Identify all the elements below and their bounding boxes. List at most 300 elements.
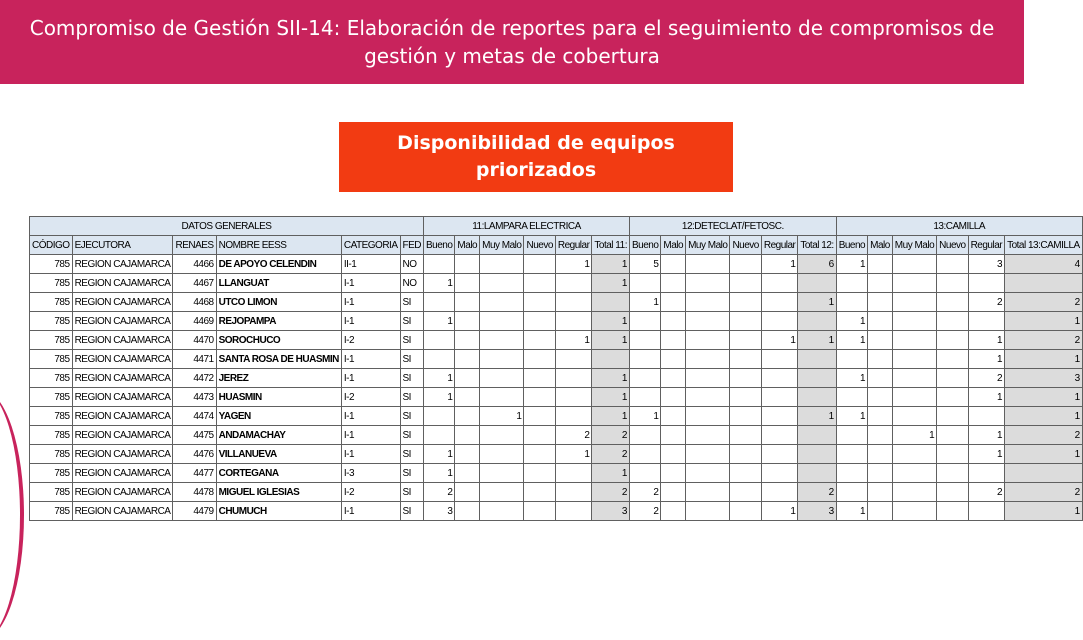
table-cell: 4474 bbox=[173, 407, 216, 426]
table-cell: 1 bbox=[629, 407, 660, 426]
table-cell bbox=[836, 426, 867, 445]
table-cell bbox=[836, 388, 867, 407]
table-cell: 785 bbox=[30, 293, 73, 312]
table-cell bbox=[455, 426, 480, 445]
table-cell: 1 bbox=[968, 445, 1005, 464]
table-cell: 785 bbox=[30, 331, 73, 350]
table-cell bbox=[555, 483, 592, 502]
table-cell bbox=[836, 445, 867, 464]
table-cell bbox=[686, 255, 730, 274]
table-cell: 2 bbox=[424, 483, 455, 502]
table-cell: 785 bbox=[30, 426, 73, 445]
table-cell bbox=[629, 350, 660, 369]
table-cell: VILLANUEVA bbox=[216, 445, 341, 464]
table-cell bbox=[892, 350, 936, 369]
table-cell: REGION CAJAMARCA bbox=[72, 388, 173, 407]
table-cell: 2 bbox=[798, 483, 836, 502]
table-cell bbox=[661, 369, 686, 388]
column-header: Muy Malo bbox=[480, 236, 524, 255]
table-cell bbox=[868, 483, 893, 502]
table-cell bbox=[892, 293, 936, 312]
table-cell bbox=[686, 369, 730, 388]
table-cell: 2 bbox=[629, 483, 660, 502]
table-cell bbox=[480, 426, 524, 445]
table-cell bbox=[480, 445, 524, 464]
table-cell bbox=[424, 350, 455, 369]
table-cell: 785 bbox=[30, 407, 73, 426]
table-cell bbox=[686, 445, 730, 464]
table-cell: LLANGUAT bbox=[216, 274, 341, 293]
table-cell bbox=[730, 331, 761, 350]
table-cell: NO bbox=[400, 274, 424, 293]
table-cell bbox=[868, 312, 893, 331]
table-cell bbox=[937, 426, 968, 445]
table-cell: I-1 bbox=[341, 312, 400, 331]
table-cell: 1 bbox=[968, 350, 1005, 369]
slide-header bbox=[0, 0, 1024, 84]
column-header: FED bbox=[400, 236, 424, 255]
table-cell bbox=[937, 464, 968, 483]
table-cell bbox=[686, 502, 730, 521]
table-cell: NO bbox=[400, 255, 424, 274]
table-cell bbox=[661, 445, 686, 464]
table-cell bbox=[892, 255, 936, 274]
table-cell bbox=[480, 464, 524, 483]
table-cell bbox=[937, 445, 968, 464]
subtitle-text: Disponibilidad de equipos priorizados bbox=[397, 132, 675, 181]
column-header: Bueno bbox=[836, 236, 867, 255]
table-cell bbox=[686, 464, 730, 483]
table-cell: 4471 bbox=[173, 350, 216, 369]
table-cell: 1 bbox=[836, 502, 867, 521]
table-cell bbox=[661, 388, 686, 407]
table-cell: 1 bbox=[836, 407, 867, 426]
table-cell: 1 bbox=[592, 464, 630, 483]
group-header: DATOS GENERALES bbox=[30, 217, 424, 236]
table-cell: 1 bbox=[480, 407, 524, 426]
table-cell: 785 bbox=[30, 274, 73, 293]
table-cell bbox=[868, 350, 893, 369]
table-cell bbox=[937, 502, 968, 521]
table-cell: I-1 bbox=[341, 445, 400, 464]
table-cell bbox=[629, 464, 660, 483]
table-cell: 4477 bbox=[173, 464, 216, 483]
table-cell bbox=[937, 407, 968, 426]
table-cell bbox=[524, 483, 555, 502]
table-cell bbox=[480, 483, 524, 502]
table-cell: 2 bbox=[629, 502, 660, 521]
table-cell: 785 bbox=[30, 445, 73, 464]
table-cell: 1 bbox=[836, 312, 867, 331]
table-cell: 2 bbox=[1005, 426, 1083, 445]
table-cell bbox=[555, 369, 592, 388]
table-cell: 1 bbox=[424, 312, 455, 331]
table-cell bbox=[937, 350, 968, 369]
table-cell: 2 bbox=[592, 483, 630, 502]
table-cell bbox=[524, 464, 555, 483]
table-cell bbox=[524, 255, 555, 274]
table-cell bbox=[524, 407, 555, 426]
table-cell: SI bbox=[400, 369, 424, 388]
table-cell bbox=[730, 293, 761, 312]
table-cell bbox=[455, 388, 480, 407]
table-cell bbox=[455, 312, 480, 331]
table-cell: SOROCHUCO bbox=[216, 331, 341, 350]
table-cell bbox=[798, 274, 836, 293]
table-cell: REGION CAJAMARCA bbox=[72, 445, 173, 464]
table-cell: HUASMIN bbox=[216, 388, 341, 407]
table-cell bbox=[480, 274, 524, 293]
table-cell bbox=[868, 274, 893, 293]
table-cell: 4468 bbox=[173, 293, 216, 312]
table-cell: 6 bbox=[798, 255, 836, 274]
table-cell bbox=[555, 274, 592, 293]
table-cell bbox=[629, 426, 660, 445]
table-cell: 2 bbox=[968, 369, 1005, 388]
table-row bbox=[30, 312, 1083, 331]
table-cell: 4466 bbox=[173, 255, 216, 274]
column-header-row bbox=[30, 236, 1083, 255]
table-cell bbox=[480, 312, 524, 331]
table-cell: 4470 bbox=[173, 331, 216, 350]
table-cell bbox=[868, 502, 893, 521]
table-cell: 1 bbox=[1005, 407, 1083, 426]
table-cell: YAGEN bbox=[216, 407, 341, 426]
table-cell bbox=[455, 445, 480, 464]
table-cell bbox=[968, 464, 1005, 483]
table-row bbox=[30, 274, 1083, 293]
table-cell: 1 bbox=[592, 312, 630, 331]
table-cell: 1 bbox=[424, 274, 455, 293]
table-cell bbox=[868, 407, 893, 426]
table-cell: I-2 bbox=[341, 331, 400, 350]
column-header: Total 12: bbox=[798, 236, 836, 255]
column-header: Nuevo bbox=[524, 236, 555, 255]
table-cell: SI bbox=[400, 331, 424, 350]
table-cell bbox=[937, 274, 968, 293]
table-cell: SI bbox=[400, 388, 424, 407]
table-cell: 1 bbox=[1005, 388, 1083, 407]
table-body bbox=[30, 255, 1083, 521]
table-cell: I-1 bbox=[341, 407, 400, 426]
table-cell bbox=[730, 426, 761, 445]
table-cell bbox=[937, 255, 968, 274]
table-cell: 4472 bbox=[173, 369, 216, 388]
table-cell: SANTA ROSA DE HUASMIN bbox=[216, 350, 341, 369]
table-cell bbox=[629, 388, 660, 407]
table-cell bbox=[686, 312, 730, 331]
table-cell bbox=[480, 350, 524, 369]
table-cell bbox=[730, 502, 761, 521]
table-cell: 4478 bbox=[173, 483, 216, 502]
table-cell: 4467 bbox=[173, 274, 216, 293]
table-cell bbox=[730, 464, 761, 483]
table-cell: 785 bbox=[30, 350, 73, 369]
table-cell bbox=[761, 312, 798, 331]
table-row bbox=[30, 426, 1083, 445]
table-cell: 1 bbox=[836, 331, 867, 350]
table-cell: 1 bbox=[629, 293, 660, 312]
subtitle-box bbox=[339, 122, 733, 192]
table-cell: 1 bbox=[968, 426, 1005, 445]
table-cell: SI bbox=[400, 426, 424, 445]
table-cell bbox=[761, 407, 798, 426]
table-cell: 1 bbox=[1005, 502, 1083, 521]
table-cell bbox=[798, 426, 836, 445]
table-cell bbox=[836, 274, 867, 293]
group-header: 12:DETECLAT/FETOSC. bbox=[629, 217, 836, 236]
table-cell: 2 bbox=[592, 426, 630, 445]
table-row bbox=[30, 407, 1083, 426]
table-cell bbox=[968, 502, 1005, 521]
table-cell: SI bbox=[400, 464, 424, 483]
table-cell: I-1 bbox=[341, 502, 400, 521]
table-cell: 1 bbox=[555, 255, 592, 274]
table-cell: 785 bbox=[30, 483, 73, 502]
column-header: RENAES bbox=[173, 236, 216, 255]
table-cell: 785 bbox=[30, 388, 73, 407]
table-cell bbox=[868, 369, 893, 388]
table-cell bbox=[686, 426, 730, 445]
table-cell bbox=[524, 293, 555, 312]
column-header: Total 11: bbox=[592, 236, 630, 255]
table-row bbox=[30, 445, 1083, 464]
table-cell bbox=[629, 369, 660, 388]
table-cell bbox=[937, 388, 968, 407]
table-cell: 1 bbox=[424, 388, 455, 407]
table-cell: UTCO LIMON bbox=[216, 293, 341, 312]
column-header: NOMBRE EESS bbox=[216, 236, 341, 255]
table-cell: 2 bbox=[968, 483, 1005, 502]
table-cell bbox=[524, 426, 555, 445]
table-cell bbox=[1005, 464, 1083, 483]
table-cell bbox=[480, 255, 524, 274]
table-cell bbox=[480, 369, 524, 388]
table-cell: 1 bbox=[798, 293, 836, 312]
table-cell bbox=[455, 274, 480, 293]
table-cell bbox=[968, 407, 1005, 426]
table-row bbox=[30, 255, 1083, 274]
table-cell bbox=[730, 274, 761, 293]
group-header: 11:LAMPARA ELECTRICA bbox=[424, 217, 630, 236]
table-cell bbox=[798, 312, 836, 331]
table-cell bbox=[686, 350, 730, 369]
table-cell bbox=[661, 312, 686, 331]
table-cell bbox=[661, 255, 686, 274]
table-cell bbox=[892, 464, 936, 483]
table-cell bbox=[555, 388, 592, 407]
table-cell: II-1 bbox=[341, 255, 400, 274]
table-cell: I-1 bbox=[341, 293, 400, 312]
table-cell bbox=[455, 464, 480, 483]
table-cell: REGION CAJAMARCA bbox=[72, 312, 173, 331]
table-cell bbox=[629, 331, 660, 350]
table-cell bbox=[555, 293, 592, 312]
table-cell: SI bbox=[400, 350, 424, 369]
table-cell bbox=[1005, 274, 1083, 293]
table-cell: 3 bbox=[798, 502, 836, 521]
table-cell: CHUMUCH bbox=[216, 502, 341, 521]
table-cell: ANDAMACHAY bbox=[216, 426, 341, 445]
column-header: Nuevo bbox=[937, 236, 968, 255]
table-cell: 3 bbox=[968, 255, 1005, 274]
table-cell: I-1 bbox=[341, 369, 400, 388]
table-cell bbox=[555, 502, 592, 521]
table-cell: 2 bbox=[968, 293, 1005, 312]
table-cell: REGION CAJAMARCA bbox=[72, 483, 173, 502]
column-header: Muy Malo bbox=[892, 236, 936, 255]
table-cell: 785 bbox=[30, 255, 73, 274]
table-cell bbox=[686, 483, 730, 502]
table-cell: SI bbox=[400, 502, 424, 521]
table-cell: 1 bbox=[592, 274, 630, 293]
slide-title: Compromiso de Gestión SII-14: Elaboración de reportes para el seguimiento de compromisos de gestión y metas de cobertura bbox=[29, 16, 995, 68]
table-cell: 4479 bbox=[173, 502, 216, 521]
column-header: CÓDIGO bbox=[30, 236, 73, 255]
table-cell: 1 bbox=[798, 407, 836, 426]
table-cell: I-1 bbox=[341, 426, 400, 445]
table-cell bbox=[892, 331, 936, 350]
table-cell bbox=[968, 274, 1005, 293]
table-cell bbox=[836, 350, 867, 369]
table-cell: 1 bbox=[555, 331, 592, 350]
table-cell: 1 bbox=[592, 369, 630, 388]
column-header: Bueno bbox=[424, 236, 455, 255]
table-cell bbox=[424, 331, 455, 350]
table-cell bbox=[761, 445, 798, 464]
table-row bbox=[30, 388, 1083, 407]
table-cell: 3 bbox=[592, 502, 630, 521]
table-cell bbox=[555, 464, 592, 483]
table-cell bbox=[730, 369, 761, 388]
table-cell bbox=[892, 369, 936, 388]
table-cell: 4475 bbox=[173, 426, 216, 445]
table-row bbox=[30, 293, 1083, 312]
column-header: EJECUTORA bbox=[72, 236, 173, 255]
table-cell: 1 bbox=[836, 255, 867, 274]
table-cell bbox=[686, 274, 730, 293]
table-cell: 1 bbox=[555, 445, 592, 464]
table-cell bbox=[661, 464, 686, 483]
table-cell: 1 bbox=[761, 331, 798, 350]
table-cell bbox=[480, 293, 524, 312]
table-cell: SI bbox=[400, 407, 424, 426]
table-cell: 1 bbox=[424, 445, 455, 464]
table-cell: 3 bbox=[424, 502, 455, 521]
table-cell: 4476 bbox=[173, 445, 216, 464]
table-cell bbox=[730, 312, 761, 331]
table-cell bbox=[892, 502, 936, 521]
table-cell bbox=[480, 502, 524, 521]
table-cell bbox=[761, 426, 798, 445]
table-cell: 1 bbox=[1005, 312, 1083, 331]
table-cell bbox=[937, 331, 968, 350]
table-cell bbox=[730, 388, 761, 407]
table-cell bbox=[892, 445, 936, 464]
table-cell: I-3 bbox=[341, 464, 400, 483]
table-cell: 1 bbox=[592, 331, 630, 350]
column-header: Regular bbox=[555, 236, 592, 255]
table-cell: I-2 bbox=[341, 388, 400, 407]
table-cell: 2 bbox=[555, 426, 592, 445]
table-cell: 1 bbox=[1005, 350, 1083, 369]
table-cell bbox=[524, 502, 555, 521]
table-cell bbox=[836, 483, 867, 502]
table-cell: REGION CAJAMARCA bbox=[72, 502, 173, 521]
table-cell: REGION CAJAMARCA bbox=[72, 293, 173, 312]
table-cell: REGION CAJAMARCA bbox=[72, 350, 173, 369]
column-header: Nuevo bbox=[730, 236, 761, 255]
table-cell bbox=[868, 445, 893, 464]
table-row bbox=[30, 331, 1083, 350]
table-cell bbox=[480, 388, 524, 407]
table-cell bbox=[592, 350, 630, 369]
column-header: Bueno bbox=[629, 236, 660, 255]
group-header: 13:CAMILLA bbox=[836, 217, 1082, 236]
column-header: Regular bbox=[968, 236, 1005, 255]
table-cell bbox=[730, 350, 761, 369]
table-cell: 785 bbox=[30, 312, 73, 331]
table-row bbox=[30, 350, 1083, 369]
table-cell: 4 bbox=[1005, 255, 1083, 274]
table-cell: 1 bbox=[968, 388, 1005, 407]
table-cell bbox=[455, 350, 480, 369]
table-cell bbox=[629, 312, 660, 331]
table-cell bbox=[661, 293, 686, 312]
group-header-row bbox=[30, 217, 1083, 236]
column-header: Malo bbox=[868, 236, 893, 255]
table-cell bbox=[524, 331, 555, 350]
table-cell: JEREZ bbox=[216, 369, 341, 388]
table-cell bbox=[661, 502, 686, 521]
table-cell: REGION CAJAMARCA bbox=[72, 426, 173, 445]
table-cell bbox=[524, 312, 555, 331]
table-cell bbox=[455, 483, 480, 502]
table-cell: 1 bbox=[1005, 445, 1083, 464]
table-cell: 1 bbox=[592, 407, 630, 426]
table-cell bbox=[555, 350, 592, 369]
table-cell: 4469 bbox=[173, 312, 216, 331]
table-cell: 1 bbox=[424, 369, 455, 388]
table-cell bbox=[661, 407, 686, 426]
table-cell bbox=[686, 293, 730, 312]
table-cell bbox=[892, 388, 936, 407]
table-cell bbox=[730, 255, 761, 274]
table-cell: REGION CAJAMARCA bbox=[72, 369, 173, 388]
table-cell bbox=[937, 483, 968, 502]
table-cell: 2 bbox=[1005, 293, 1083, 312]
table-row bbox=[30, 369, 1083, 388]
table-cell bbox=[424, 255, 455, 274]
table-cell: 1 bbox=[968, 331, 1005, 350]
table-cell: 1 bbox=[592, 255, 630, 274]
table-cell bbox=[761, 293, 798, 312]
table-cell bbox=[455, 255, 480, 274]
table-cell bbox=[524, 388, 555, 407]
table-cell: 785 bbox=[30, 369, 73, 388]
table-cell bbox=[868, 426, 893, 445]
table-cell: REGION CAJAMARCA bbox=[72, 464, 173, 483]
table-cell bbox=[761, 274, 798, 293]
table-cell: 5 bbox=[629, 255, 660, 274]
table-cell bbox=[868, 255, 893, 274]
table-cell: 1 bbox=[592, 388, 630, 407]
table-cell: 3 bbox=[1005, 369, 1083, 388]
table-cell: REGION CAJAMARCA bbox=[72, 331, 173, 350]
table-cell bbox=[836, 293, 867, 312]
table-cell: 785 bbox=[30, 502, 73, 521]
table-cell bbox=[629, 274, 660, 293]
